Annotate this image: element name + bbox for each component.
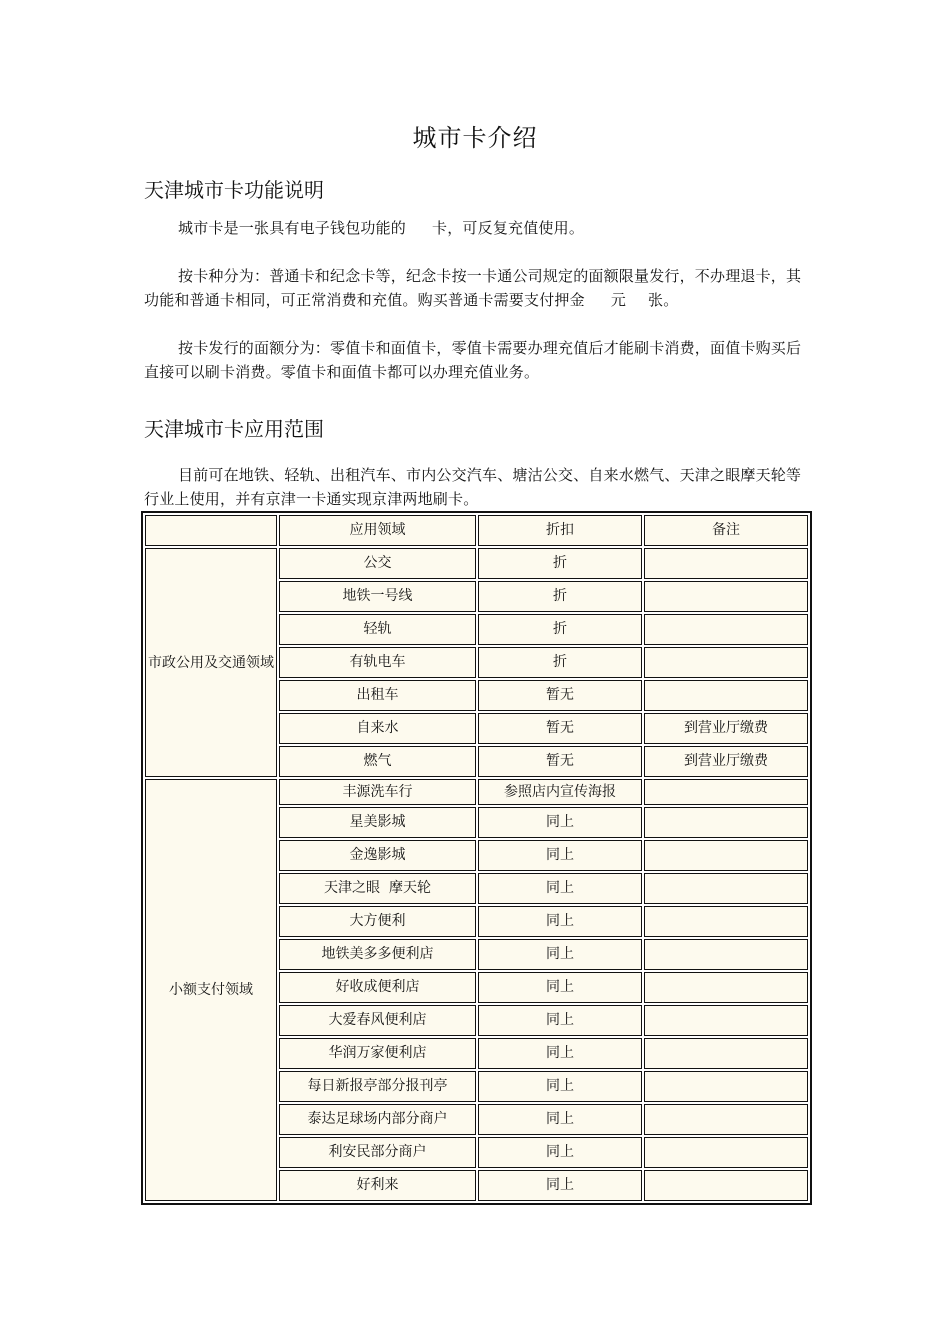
field-cell: 大爱春风便利店 — [279, 1005, 476, 1036]
header-cell-empty — [145, 515, 277, 546]
discount-cell: 同上 — [478, 1038, 642, 1069]
field-cell: 地铁美多多便利店 — [279, 939, 476, 970]
table-row — [145, 548, 808, 579]
table-header-row — [145, 515, 808, 546]
discount-cell: 同上 — [478, 1137, 642, 1168]
note-cell: 到营业厅缴费 — [644, 713, 808, 744]
discount-cell: 同上 — [478, 1170, 642, 1201]
note-cell — [644, 680, 808, 711]
discount-cell: 同上 — [478, 840, 642, 871]
note-cell — [644, 581, 808, 612]
text-fragment: 按卡种分为：普通卡和纪念卡等，纪念卡按一卡通公司规定的面额限量发行，不办理退卡，其功能和普通卡相同，可正常消费和充值。购买普通卡需要支付押金 — [144, 267, 802, 309]
discount-cell: 暂无 — [478, 713, 642, 744]
page-title: 城市卡介绍 — [412, 124, 538, 152]
discount-cell: 同上 — [478, 939, 642, 970]
group-cell-municipal-transport: 市政公用及交通领域 — [145, 548, 277, 777]
header-cell-field: 应用领域 — [279, 515, 476, 546]
note-cell — [644, 548, 808, 579]
note-cell — [644, 906, 808, 937]
note-cell — [644, 779, 808, 805]
field-cell: 地铁一号线 — [279, 581, 476, 612]
group-cell-micropayment: 小额支付领域 — [145, 779, 277, 1201]
field-cell: 轻轨 — [279, 614, 476, 645]
field-cell: 华润万家便利店 — [279, 1038, 476, 1069]
discount-cell: 同上 — [478, 807, 642, 838]
section-heading-functions: 天津城市卡功能说明 — [144, 178, 324, 202]
note-cell — [644, 807, 808, 838]
field-cell: 燃气 — [279, 746, 476, 777]
discount-cell: 折 — [478, 581, 642, 612]
paragraph-usage-scope: 目前可在地铁、轻轨、出租汽车、市内公交汽车、塘沽公交、自来水燃气、天津之眼摩天轮等行业上使用，并有京津一卡通实现京津两地刷卡。 — [144, 466, 802, 508]
discount-cell: 折 — [478, 548, 642, 579]
discount-cell: 暂无 — [478, 746, 642, 777]
field-cell: 自来水 — [279, 713, 476, 744]
note-cell — [644, 1170, 808, 1201]
field-cell: 每日新报亭部分报刊亭 — [279, 1071, 476, 1102]
text-fragment: 城市卡是一张具有电子钱包功能的 — [178, 219, 407, 237]
field-cell: 公交 — [279, 548, 476, 579]
header-cell-discount: 折扣 — [478, 515, 642, 546]
note-cell — [644, 1038, 808, 1069]
discount-cell: 折 — [478, 647, 642, 678]
discount-cell: 折 — [478, 614, 642, 645]
field-cell: 好收成便利店 — [279, 972, 476, 1003]
discount-cell: 同上 — [478, 972, 642, 1003]
discount-cell: 同上 — [478, 873, 642, 904]
paragraph-card-types — [144, 264, 810, 312]
field-cell: 丰源洗车行 — [279, 779, 476, 805]
note-cell — [644, 1071, 808, 1102]
discount-cell: 暂无 — [478, 680, 642, 711]
field-cell: 金逸影城 — [279, 840, 476, 871]
field-cell: 大方便利 — [279, 906, 476, 937]
text-fragment: 卡，可反复充值使用。 — [432, 219, 585, 237]
paragraph-card-intro — [144, 216, 810, 240]
paragraph-card-denominations: 按卡发行的面额分为：零值卡和面值卡，零值卡需要办理充值后才能刷卡消费，面值卡购买后直接可以刷卡消费。零值卡和面值卡都可以办理充值业务。 — [144, 339, 802, 381]
table-row — [145, 779, 808, 805]
field-cell: 泰达足球场内部分商户 — [279, 1104, 476, 1135]
field-cell: 利安民部分商户 — [279, 1137, 476, 1168]
note-cell — [644, 1104, 808, 1135]
text-fragment: 张。 — [648, 291, 679, 309]
note-cell — [644, 972, 808, 1003]
field-cell: 天津之眼 摩天轮 — [279, 873, 476, 904]
note-cell — [644, 873, 808, 904]
discount-cell: 参照店内宣传海报 — [478, 779, 642, 805]
note-cell — [644, 1137, 808, 1168]
note-cell — [644, 1005, 808, 1036]
note-cell — [644, 939, 808, 970]
note-cell — [644, 614, 808, 645]
discount-cell: 同上 — [478, 906, 642, 937]
section-heading-scope: 天津城市卡应用范围 — [144, 417, 324, 441]
discount-cell: 同上 — [478, 1005, 642, 1036]
note-cell: 到营业厅缴费 — [644, 746, 808, 777]
application-scope-table — [141, 511, 812, 1205]
field-cell: 有轨电车 — [279, 647, 476, 678]
field-cell: 出租车 — [279, 680, 476, 711]
field-cell: 好利来 — [279, 1170, 476, 1201]
note-cell — [644, 840, 808, 871]
header-cell-note: 备注 — [644, 515, 808, 546]
discount-cell: 同上 — [478, 1071, 642, 1102]
field-cell: 星美影城 — [279, 807, 476, 838]
text-fragment: 元 — [610, 291, 627, 309]
note-cell — [644, 647, 808, 678]
discount-cell: 同上 — [478, 1104, 642, 1135]
